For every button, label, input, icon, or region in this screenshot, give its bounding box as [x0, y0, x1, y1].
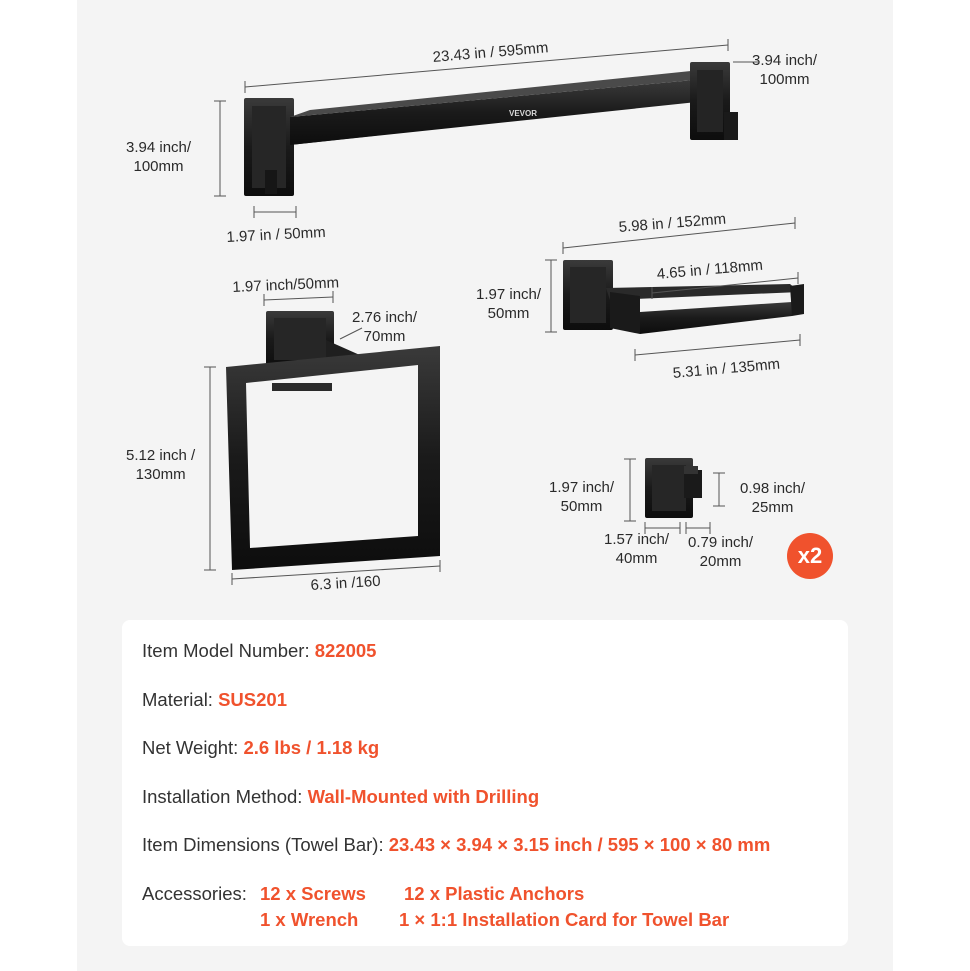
- accessory-anchors: 12 x Plastic Anchors: [404, 883, 585, 904]
- dim-ring-width: 6.3 in /160: [310, 572, 382, 594]
- dim-ring-height: 5.12 inch / 130mm: [126, 447, 196, 483]
- dim-hook-depth: 0.79 inch/ 20mm: [688, 534, 754, 570]
- spec-accessories-label: Accessories:: [142, 883, 247, 904]
- dim-holder-total: 5.98 in / 152mm: [618, 210, 727, 236]
- accessory-wrench: 1 x Wrench: [260, 909, 359, 930]
- spec-dimensions: Item Dimensions (Towel Bar): 23.43 × 3.94 × 3.15 inch / 595 × 100 × 80 mm: [142, 834, 771, 855]
- spec-model: Item Model Number: 822005: [142, 640, 377, 661]
- accessory-screws: 12 x Screws: [260, 883, 366, 904]
- dim-hook-knob: 0.98 inch/ 25mm: [740, 480, 806, 516]
- spec-card: [122, 620, 848, 946]
- dim-holder-arm: 4.65 in / 118mm: [656, 256, 764, 283]
- dim-hook-width: 1.57 inch/ 40mm: [604, 531, 670, 567]
- dim-towel-bar-length: 23.43 in / 595mm: [432, 39, 550, 66]
- dim-holder-base: 1.97 inch/ 50mm: [476, 286, 542, 322]
- towel-ring-image: [226, 311, 440, 570]
- towel-bar-image: [244, 62, 738, 196]
- dim-hook-height: 1.97 inch/ 50mm: [549, 479, 615, 515]
- dim-holder-depth: 5.31 in / 135mm: [672, 355, 781, 382]
- brand-logo: VEVOR: [508, 109, 538, 118]
- dim-ring-base-width: 1.97 inch/50mm: [232, 274, 340, 296]
- robe-hook-image: [645, 458, 702, 518]
- spec-installation: Installation Method: Wall-Mounted with Drilling: [142, 786, 540, 807]
- quantity-badge: x2: [787, 533, 833, 579]
- dim-towel-bar-base: 1.97 in / 50mm: [226, 223, 327, 246]
- dim-towel-bar-depth: 3.94 inch/ 100mm: [752, 52, 818, 88]
- spec-weight: Net Weight: 2.6 lbs / 1.18 kg: [142, 737, 380, 758]
- spec-material: Material: SUS201: [142, 689, 287, 710]
- dim-towel-bar-height: 3.94 inch/ 100mm: [126, 139, 192, 175]
- accessory-installation-card: 1 × 1:1 Installation Card for Towel Bar: [399, 909, 730, 930]
- dim-ring-depth: 2.76 inch/ 70mm: [352, 309, 418, 345]
